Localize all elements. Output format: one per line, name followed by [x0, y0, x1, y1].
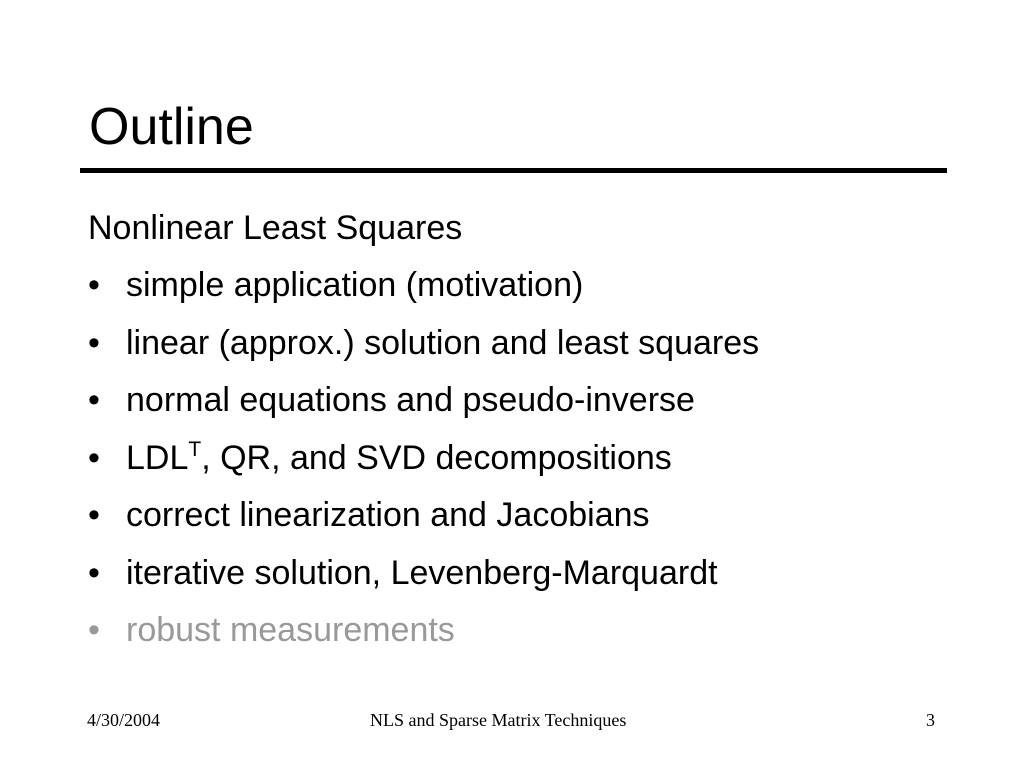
bullet-glyph: •	[88, 553, 100, 592]
bullet-glyph: •	[88, 611, 100, 649]
ldl-text: LDL	[126, 438, 189, 477]
bullet-glyph: •	[88, 438, 100, 477]
bullet-text	[126, 430, 672, 488]
bullet-text: iterative solution, Levenberg-Marquardt	[126, 553, 718, 592]
footer-page-number: 3	[926, 710, 935, 730]
bullet-text: robust measurements	[126, 611, 455, 649]
slide-title: Outline	[89, 98, 254, 156]
bullet-item-motivation	[88, 257, 968, 315]
bullet-text: linear (approx.) solution and least squares	[126, 323, 760, 362]
bullet-glyph: •	[88, 496, 100, 534]
section-heading: Nonlinear Least Squares	[88, 209, 463, 247]
slide-content	[88, 200, 968, 660]
bullet-glyph: •	[88, 266, 100, 304]
bullet-list	[88, 257, 968, 660]
transpose-superscript: T	[188, 437, 202, 461]
footer-presentation-title: NLS and Sparse Matrix Techniques	[370, 710, 627, 730]
decompositions-text: , QR, and SVD decompositions	[201, 438, 672, 477]
bullet-item-linear-solution	[88, 315, 968, 373]
bullet-glyph: •	[88, 381, 100, 419]
bullet-text: normal equations and pseudo-inverse	[126, 381, 695, 419]
title-underline	[80, 168, 947, 173]
bullet-item-iterative-solution	[88, 545, 968, 603]
bullet-text: correct linearization and Jacobians	[126, 496, 650, 534]
bullet-item-linearization	[88, 487, 968, 545]
footer-date: 4/30/2004	[87, 710, 161, 730]
bullet-item-robust-measurements	[88, 602, 968, 660]
bullet-item-decompositions	[88, 430, 968, 488]
bullet-text: simple application (motivation)	[126, 266, 584, 304]
bullet-item-normal-equations	[88, 372, 968, 430]
bullet-glyph: •	[88, 323, 100, 362]
